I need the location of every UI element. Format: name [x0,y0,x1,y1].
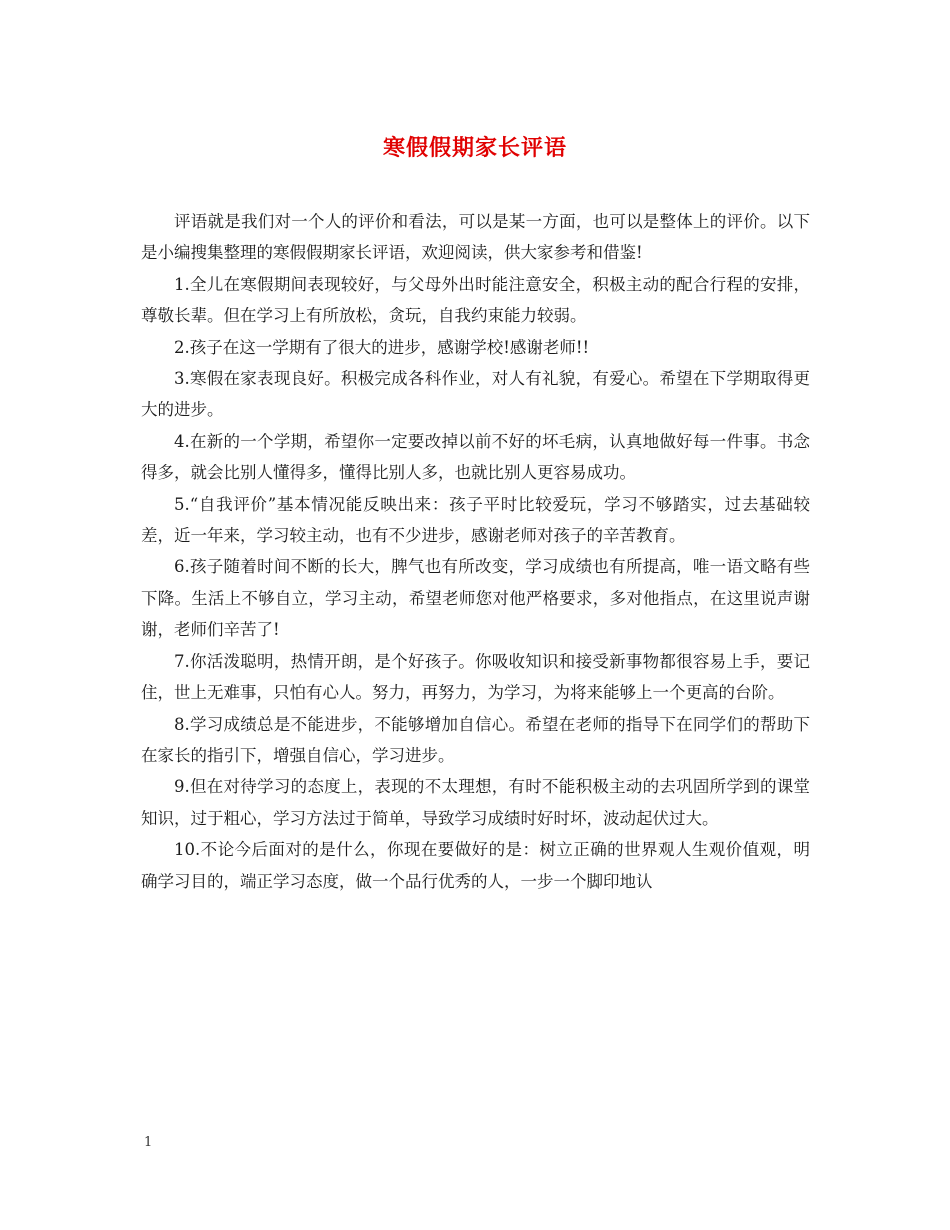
paragraph-item-6: 6.孩子随着时间不断的长大，脾气也有所改变，学习成绩也有所提高，唯一语文略有些下降。生活上不够自立，学习主动，希望老师您对他严格要求，多对他指点，在这里说声谢谢，老师们辛苦了! [141,557,810,640]
paragraph-item-9: 9.但在对待学习的态度上，表现的不太理想，有时不能积极主动的去巩固所学到的课堂知识，过于粗心，学习方法过于简单，导致学习成绩时好时坏，波动起伏过大。 [141,777,810,828]
paragraph-intro: 评语就是我们对一个人的评价和看法，可以是某一方面，也可以是整体上的评价。以下是小编搜集整理的寒假假期家长评语，欢迎阅读，供大家参考和借鉴! [141,212,810,263]
paragraph-item-4: 4.在新的一个学期，希望你一定要改掉以前不好的坏毛病，认真地做好每一件事。书念得多，就会比别人懂得多，懂得比别人多，也就比别人更容易成功。 [141,431,810,483]
paragraph-item-5: 5.“自我评价”基本情况能反映出来：孩子平时比较爱玩，学习不够踏实，过去基础较差，近一年来，学习较主动，也有不少进步，感谢老师对孩子的辛苦教育。 [141,494,810,546]
paragraph-item-10: 10.不论今后面对的是什么，你现在要做好的是：树立正确的世界观人生观价值观，明确学习目的，端正学习态度，做一个品行优秀的人，一步一个脚印地认 [141,840,810,891]
document-title: 寒假假期家长评语 [382,136,567,161]
paragraph-item-3: 3.寒假在家表现良好。积极完成各科作业，对人有礼貌，有爱心。希望在下学期取得更大的进步。 [141,369,810,420]
paragraph-item-1: 1.全儿在寒假期间表现较好，与父母外出时能注意安全，积极主动的配合行程的安排，尊敬长辈。但在学习上有所放松，贪玩，自我约束能力较弱。 [141,274,810,326]
paragraph-item-7: 7.你活泼聪明，热情开朗，是个好孩子。你吸收知识和接受新事物都很容易上手，要记住，世上无难事，只怕有心人。努力，再努力，为学习，为将来能够上一个更高的台阶。 [141,651,810,703]
paragraph-item-2: 2.孩子在这一学期有了很大的进步，感谢学校!感谢老师!! [174,337,590,357]
page-number: 1 [144,1135,153,1150]
document-body [141,206,810,897]
paragraph-item-8: 8.学习成绩总是不能进步，不能够增加自信心。希望在老师的指导下在同学们的帮助下在家长的指引下，增强自信心，学习进步。 [141,714,810,765]
